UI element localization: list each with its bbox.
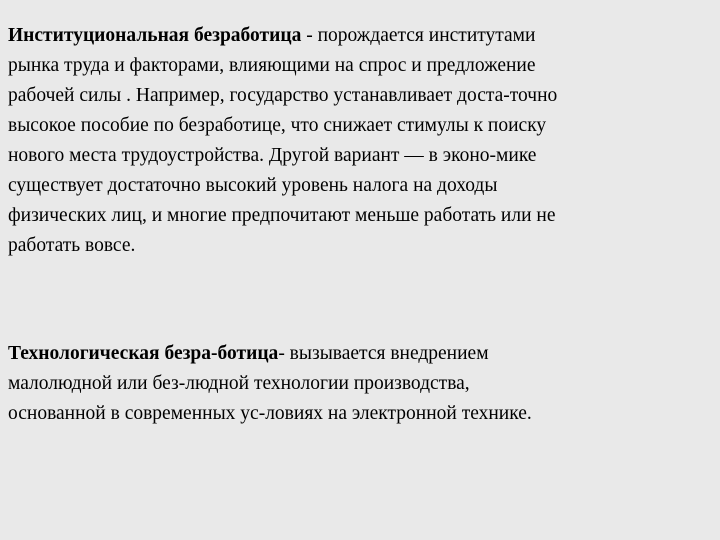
paragraph-line: нового места трудоустройства. Другой вариант — в эконо-мике [8, 145, 537, 166]
term-institutional-unemployment: Институциональная безработица [8, 25, 302, 46]
paragraph-line: - порождается институтами [301, 25, 536, 46]
paragraph-line: рынка труда и факторами, влияющими на спрос и предложение [8, 55, 536, 76]
paragraph-line: работать вовсе. [8, 235, 136, 256]
paragraph-line: существует достаточно высокий уровень налога на доходы [8, 175, 498, 196]
paragraph-institutional-unemployment [8, 21, 712, 261]
paragraph-line: рабочей силы . Например, государство устанавливает доста-точно [8, 85, 558, 106]
paragraph-line: - вызывается внедрением [278, 343, 489, 364]
term-technological-unemployment: Технологическая безра-ботица [8, 343, 279, 364]
paragraph-line: высокое пособие по безработице, что снижает стимулы к поиску [8, 115, 547, 136]
paragraph-technological-unemployment [8, 339, 712, 429]
paragraph-line: малолюдной или без-людной технологии производства, [8, 373, 470, 394]
paragraph-line: основанной в современных ус-ловиях на электронной технике. [8, 403, 532, 424]
paragraph-line: физических лиц, и многие предпочитают меньше работать или не [8, 205, 556, 226]
